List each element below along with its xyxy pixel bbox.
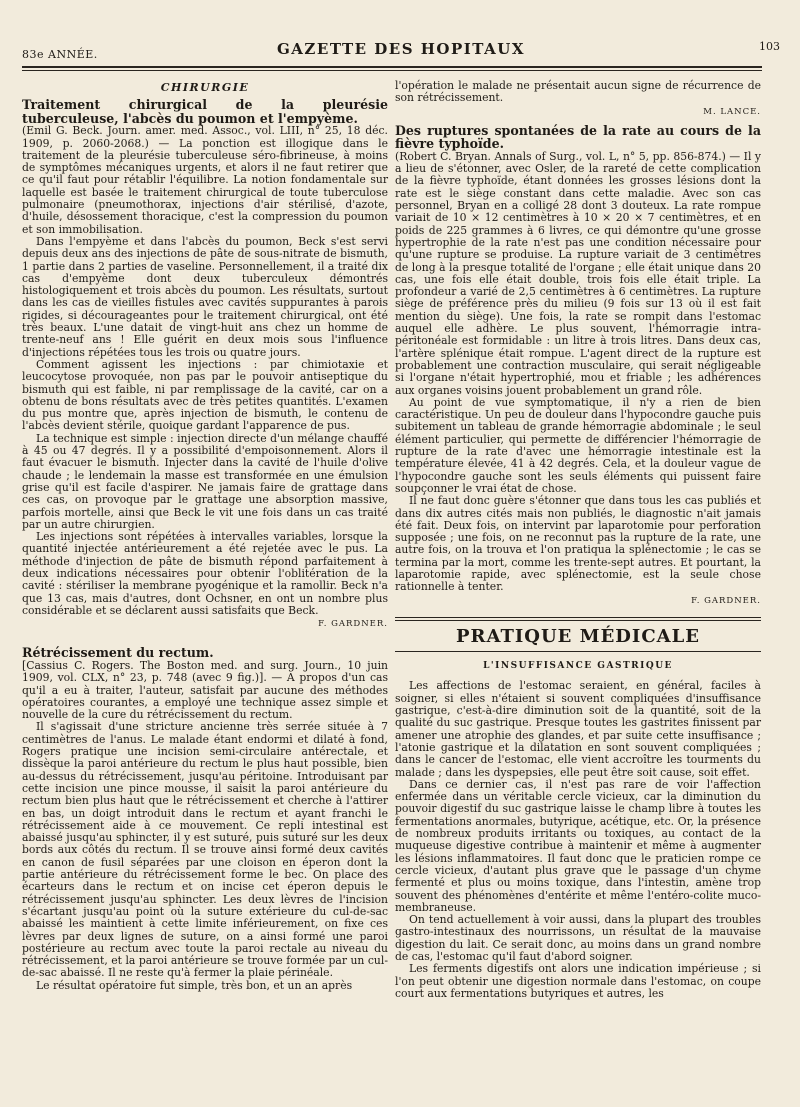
article-title-rate: Des ruptures spontanées de la rate au cours de la fièvre typhoïde. xyxy=(395,122,761,152)
right-column xyxy=(395,80,761,1000)
header-rule xyxy=(22,66,762,68)
article-paragraph: Dans l'empyème et dans l'abcès du poumon, Beck s'est servi depuis deux ans des injections de pâte de sous-nitrate de bismuth, 1 partie dans 2 parties de vaseline. Personnellement, il a traité dix cas d'empyème dont deux tuberculeux démontrés histologiquement et trois abcès du poumon. Les résultats, surtout dans les cas de vieilles fistules avec cavités suppurantes à parois rigides, si décourageantes pour le traitement chirurgical, ont été très beaux. L'une datait de vingt-huit ans chez un homme de trente-neuf ans ! Elle guérit en deux mois sous l'influence d'injections répétées tous les trois ou quatre jours. xyxy=(22,234,388,359)
section-chirurgie: CHIRURGIE xyxy=(160,81,250,94)
article-paragraph: Les injections sont répétées à intervalles variables, lorsque la quantité injectée antérieurement a été rejetée avec le pus. La méthode d'injection de pâte de bismuth répond parfaitement à deux indications nécessaires pour obtenir l'oblitération de la cavité : stériliser la membrane pyogénique et la ramollir. Beck n'a que 13 cas, mais d'autres, dont Ochsner, en ont un nombre plus considérable et se déclarent aussi satisfaits que Beck. xyxy=(22,530,388,617)
article-paragraph: Dans ce dernier cas, il n'est pas rare de voir l'affection enfermée dans un véritable cercle vicieux, car la diminution du pouvoir digestif du suc gastrique laisse le champ libre à toutes les fermentations anormales, butyrique, acétique, etc. Or, la présence de nombreux produits irritants ou toxiques, au contact de la muqueuse digestive contribue à maintenir et même à augmenter les lésions inflammatoires. Il faut donc que le praticien rompe ce cercle vicieux, d'autant plus grave que le passage d'un chyme fermenté et plus ou moins toxique, dans l'intestin, amène trop souvent des phénomènes d'entérite et même l'entéro-colite muco-membraneuse. xyxy=(395,777,761,914)
journal-title: GAZETTE DES HOPITAUX xyxy=(276,40,525,58)
author-signature: M. LANCE. xyxy=(703,106,761,117)
article-paragraph: (Emil G. Beck. Journ. amer. med. Assoc., vol. LIII, n° 25, 18 déc. 1909, p. 2060-2068.) — La ponction est illogique dans le traitement de la pleurésie tuberculeuse séro-fibrineuse, à moins de symptômes mécaniques urgents, et alors il ne faut retirer que ce qu'il faut pour rétablir l'équilibre. La notion fondamentale sur laquelle est basée le traitement chirurgical de toute tuberculose pulmonaire (pneumothorax, injections d'air stérilisé, d'azote, d'huile, désossement thoracique, c'est la compression du poumon et son immobilisation. xyxy=(22,124,388,236)
article-paragraph: Il s'agissait d'une stricture ancienne très serrée située à 7 centimètres de l'anus. Le malade étant endormi et dilaté à fond, Rogers pratique une incision semi-circulaire antérectale, et dissèque la paroi antérieure du rectum le plus haut possible, bien au-dessus du rétrécissement, jusqu'au péritoine. Introduisant par cette incision une pince mousse, il saisit la paroi antérieure du rectum bien plus haut que le rétrécissement et cherche à l'attirer en bas, un doigt introduit dans le rectum et ayant franchi le rétrécissement aide à ce mouvement. Ce repli intestinal est abaissé jusqu'au sphincter, il y est suturé, puis suturé sur les deux bords aux côtés du rectum. Il se trouve ainsi formé deux cavités en canon de fusil séparées par une cloison en éperon dont la partie antérieure du rétrécissement forme le bec. On place des écarteurs dans le rectum et on incise cet éperon depuis le rétrécissement jusqu'au sphincter. Les deux lèvres de l'incision s'écartant jusqu'au point où la suture extérieure du cul-de-sac abaissé les maintient à cette limite inférieurement, on fixe ces lèvres par deux lignes de suture, on a ainsi formé une paroi postérieure au rectum avec toute la paroi rectale au niveau du rétrécissement, et la paroi antérieure se trouve formée par un cul-de-sac abaissé. Il ne reste qu'à fermer la plaie périnéale. xyxy=(22,720,388,980)
volume-year: 83e ANNÉE. xyxy=(22,48,98,61)
rubric-block xyxy=(395,617,761,652)
article-paragraph: Les affections de l'estomac seraient, en général, faciles à soigner, si elles n'étaient si souvent compliquées d'insuffisance gastrique, c'est-à-dire diminution soit de la quantité, soit de la qualité du suc gastrique. Presque toutes les gastrites finissent par amener une atrophie des glandes, et par suite cette insuffisance ; l'atonie gastrique et la dilatation en sont souvent compliquées ; dans le cancer de l'estomac, elle vient accroître les tourments du malade ; dans les dyspepsies, elle peut être soit cause, soit effet. xyxy=(395,679,761,779)
page-number: 103 xyxy=(759,40,780,53)
article-title-rectum: Rétrécissement du rectum. xyxy=(22,645,214,661)
article-paragraph: [Cassius C. Rogers. The Boston med. and surg. Journ., 10 juin 1909, vol. CLX, n° 23, p. 748 (avec 9 fig.)]. — A propos d'un cas qu'il a eu à traiter, l'auteur, satisfait par aucune des méthodes opératoires courantes, a employé une technique assez simple et nouvelle de la cure du rétrécissement du rectum. xyxy=(22,658,388,722)
article-paragraph: On tend actuellement à voir aussi, dans la plupart des troubles gastro-intestinaux des nourrissons, un résultat de la mauvaise digestion du lait. Ce serait donc, au moins dans un grand nombre de cas, l'estomac qu'il faut d'abord soigner. xyxy=(395,913,761,963)
author-signature: F. GARDNER. xyxy=(691,595,761,606)
header-rule-thin xyxy=(22,70,762,71)
article-continuation: l'opération le malade ne présentait aucun signe de récurrence de son rétrécissement. xyxy=(395,79,761,105)
article-paragraph: La technique est simple : injection directe d'un mélange chauffé à 45 ou 47 degrés. Il y a possibilité d'empoisonnement. Alors il faut évacuer le bismuth. Injecter dans la cavité de l'huile d'olive chaude ; le lendemain la masse est transformée en une émulsion grise qu'il est facile d'aspirer. Ne jamais faire de grattage dans ces cas, on provoque par le grattage une absorption massive, parfois mortelle, ainsi que Beck le vit une fois dans un cas traité par un autre chirurgien. xyxy=(22,431,388,531)
author-signature: F. GARDNER. xyxy=(318,619,388,630)
article-paragraph: Il ne faut donc guère s'étonner que dans tous les cas publiés et dans dix autres cités mais non publiés, le diagnostic n'ait jamais été fait. Deux fois, on intervint par laparotomie pour perforation supposée ; une fois, on ne reconnut pas la rupture de la rate, une autre fois, on la trouva et l'on pratiqua la splénectomie ; le cas se termina par la mort, comme les trente-sept autres. Et pourtant, la laparotomie rapide, avec splénectomie, est la seule chose rationnelle à tenter. xyxy=(395,494,761,594)
subsection-title: L'INSUFFISANCE GASTRIQUE xyxy=(483,661,673,672)
article-title-pleuresie: Traitement chirurgical de la pleurésie tuberculeuse, l'abcès du poumon et l'empyème. xyxy=(22,97,388,126)
article-paragraph: Comment agissent les injections : par chimiotaxie et leucocytose provoquée, non pas par le pouvoir antiseptique du bismuth qui est faible, ni par remplissage de la cavité, car on a obtenu de bons résultats avec de très petites quantités. L'examen du pus montre que, après injection de bismuth, le contenu de l'abcès devient stérile, quoique gardant l'apparence de pus. xyxy=(22,357,388,433)
article-paragraph: (Robert C. Bryan. Annals of Surg., vol. L, n° 5, pp. 856-874.) — Il y a lieu de s'étonner, avec Osler, de la rareté de cette complication de la fièvre typhoïde, étant données les grosses lésions dont la rate est le siège constant dans cette maladie. Avec son cas personnel, Bryan en a colligé 28 dont 3 douteux. La rate rompue variait de 10 × 12 centimètres à 10 × 20 × 7 centimètres, et en poids de 225 grammes à 6 livres, ce qui démontre qu'une grosse hypertrophie de la rate n'est pas une condition nécessaire pour qu'une rupture se produise. La rupture variait de 3 centimètres de long à la presque totalité de l'organe ; elle était unique dans 20 cas, une fois elle était double, trois fois elle était triple. La profondeur a varié de 2,5 centimètres à 6 centimètres. La rupture siège de préférence près du milieu (9 fois sur 13 où il est fait mention du siège). Une fois, la rate se rompit dans l'estomac auquel elle adhère. Le plus souvent, l'hémorragie intra-péritonéale est formidable : un litre à trois litres. Dans deux cas, l'artère splénique était rompue. L'agent direct de la rupture est probablement une contraction musculaire, qui serait négligeable si l'organe n'était hypertrophié, mou et friable ; les adhérences aux organes voisins jouent probablement un grand rôle. xyxy=(395,149,761,397)
article-paragraph: Au point de vue symptomatique, il n'y a rien de bien caractéristique. Un peu de douleur dans l'hypocondre gauche puis subitement un tableau de grande hémorragie abdominale ; le seul élément particulier, qui permette de différencier l'hémorragie de rupture de la rate d'avec une hémorragie intestinale est la température élevée, 41 à 42 degrés. Cela, et la douleur vague de l'hypocondre gauche sont les seuls éléments qui puissent faire soupçonner le vrai état de chose. xyxy=(395,395,761,495)
article-paragraph: Le résultat opératoire fut simple, très bon, et un an après xyxy=(36,978,353,992)
page-header xyxy=(22,36,780,64)
rubric-title: PRATIQUE MÉDICALE xyxy=(456,625,700,647)
article-paragraph: Les ferments digestifs ont alors une indication impérieuse ; si l'on peut obtenir une digestion normale dans l'estomac, on coupe court aux fermentations butyriques et autres, les xyxy=(395,962,761,1000)
left-column xyxy=(22,80,388,992)
